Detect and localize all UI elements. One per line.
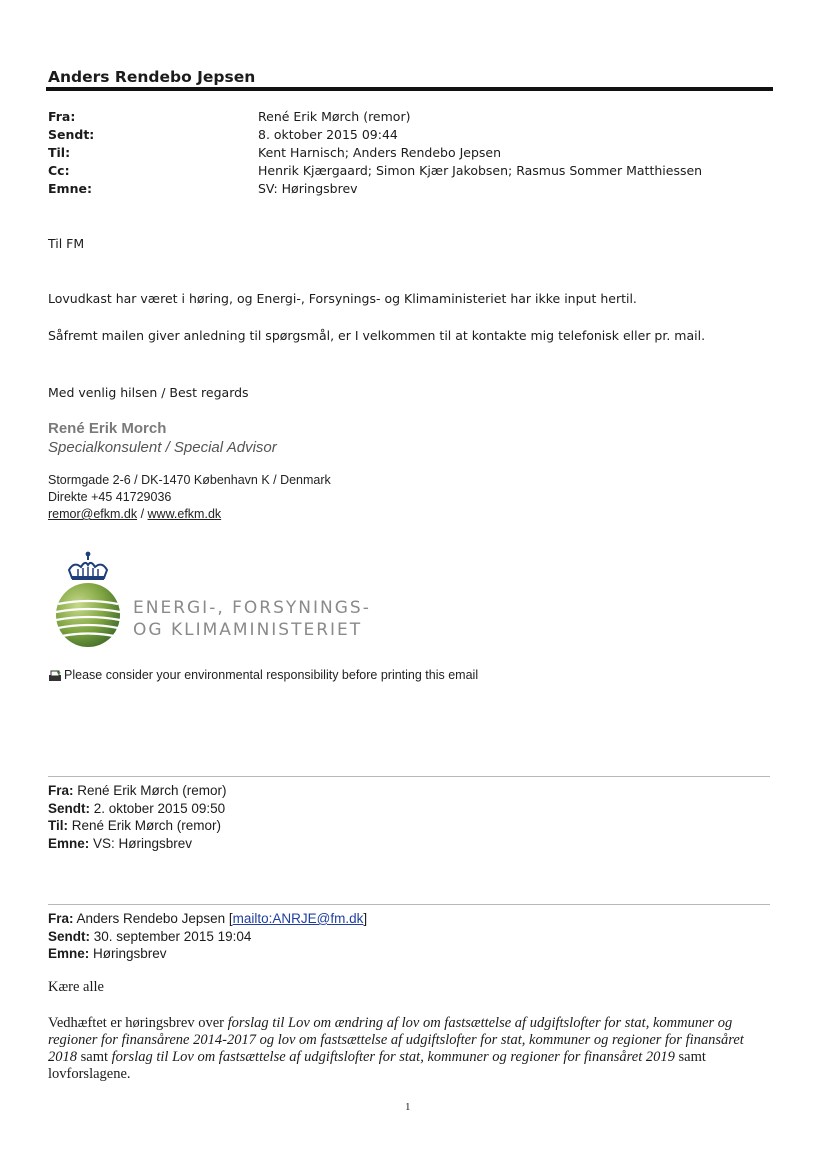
signature-address: Stormgade 2-6 / DK-1470 København K / Denmark (48, 473, 331, 487)
org-name-line-2: OG KLIMAMINISTERIET (133, 620, 363, 640)
crown-globe-icon (52, 548, 124, 658)
body-line-2: Såfremt mailen giver anledning til spørgsmål, er I velkommen til at kontakte mig telefonisk eller pr. mail. (48, 328, 706, 343)
body-line-1: Lovudkast har været i høring, og Energi-, Forsynings- og Klimaministeriet har ikke input hertil. (48, 291, 637, 306)
subject-label: Emne: (48, 181, 92, 196)
signature-links (48, 506, 221, 523)
forward-separator-1 (48, 776, 770, 777)
print-icon (47, 669, 63, 683)
paragraph-part-b: forslag til Lov om ændring af lov om fastsættelse af udgiftslofter for stat, kommuner og regioner for finansårene 2014-2017 og lov om fastsættelse af udgiftslofter for stat, kommuner og regioner for finansåret 2018 (48, 1015, 744, 1065)
forward2-subject (48, 945, 167, 963)
mailto-link[interactable]: mailto:ANRJE@fm.dk (232, 911, 364, 926)
forward1-from-label: Fra: (48, 783, 74, 798)
signature-name: René Erik Morch (48, 420, 167, 437)
forward1-sent (48, 800, 225, 818)
environment-note: Please consider your environmental responsibility before printing this email (64, 668, 479, 682)
email-link[interactable]: remor@efkm.dk (48, 507, 138, 521)
forward2-subject-value: Høringsbrev (89, 946, 167, 961)
page-header-name: Anders Rendebo Jepsen (48, 68, 256, 86)
forward1-subject-value: VS: Høringsbrev (89, 835, 193, 851)
forward1-subject (48, 835, 192, 853)
paragraph-part-d: forslag til Lov om fastsættelse af udgiftslofter for stat, kommuner og regioner for finansåret 2019 (111, 1049, 675, 1065)
forward1-to-value: René Erik Mørch (remor) (68, 818, 222, 833)
to-label: Til: (48, 145, 71, 160)
page-number: 1 (405, 1101, 411, 1113)
ministry-logo (52, 548, 124, 658)
header-rule (46, 87, 773, 91)
mailto-open-bracket: [ (228, 911, 233, 926)
greeting: Til FM (48, 236, 85, 251)
paragraph-part-c: samt (77, 1049, 112, 1065)
from-value: René Erik Mørch (remor) (258, 109, 411, 124)
signature-phone: Direkte +45 41729036 (48, 490, 172, 504)
sent-label: Sendt: (48, 127, 95, 142)
from-label: Fra: (48, 109, 76, 124)
to-value: Kent Harnisch; Anders Rendebo Jepsen (258, 145, 502, 160)
forward2-sent (48, 928, 251, 946)
closing: Med venlig hilsen / Best regards (48, 385, 249, 400)
forward-separator-2 (48, 904, 770, 905)
forward2-sent-label: Sendt: (48, 928, 90, 944)
subject-value: SV: Høringsbrev (258, 181, 358, 196)
forward2-greeting: Kære alle (48, 979, 104, 995)
forward2-from (48, 910, 367, 928)
forward1-from-value: René Erik Mørch (remor) (73, 783, 227, 798)
forward2-from-value: Anders Rendebo Jepsen (73, 911, 229, 926)
forward1-to-label: Til: (48, 818, 68, 833)
cc-value: Henrik Kjærgaard; Simon Kjær Jakobsen; Rasmus Sommer Matthiessen (258, 163, 703, 178)
forward2-paragraph (48, 1015, 773, 1083)
cc-label: Cc: (48, 163, 70, 178)
forward1-sent-value: 2. oktober 2015 09:50 (90, 800, 226, 816)
forward1-sent-label: Sendt: (48, 800, 90, 816)
forward2-subject-label: Emne: (48, 946, 90, 961)
sent-value: 8. oktober 2015 09:44 (258, 127, 398, 142)
forward1-to (48, 817, 221, 835)
forward2-sent-value: 30. september 2015 19:04 (90, 928, 252, 944)
forward2-from-label: Fra: (48, 911, 74, 926)
paragraph-part-e: samt lovforslagene. (48, 1049, 706, 1082)
forward1-from (48, 782, 227, 800)
forward1-subject-label: Emne: (48, 835, 90, 851)
link-separator: / (137, 507, 148, 521)
website-link[interactable]: www.efkm.dk (147, 507, 222, 521)
paragraph-part-a: Vedhæftet er høringsbrev over (48, 1015, 228, 1031)
mailto-close-bracket: ] (363, 911, 368, 926)
org-name-line-1: ENERGI-, FORSYNINGS- (133, 598, 371, 618)
signature-title: Specialkonsulent / Special Advisor (48, 439, 277, 456)
